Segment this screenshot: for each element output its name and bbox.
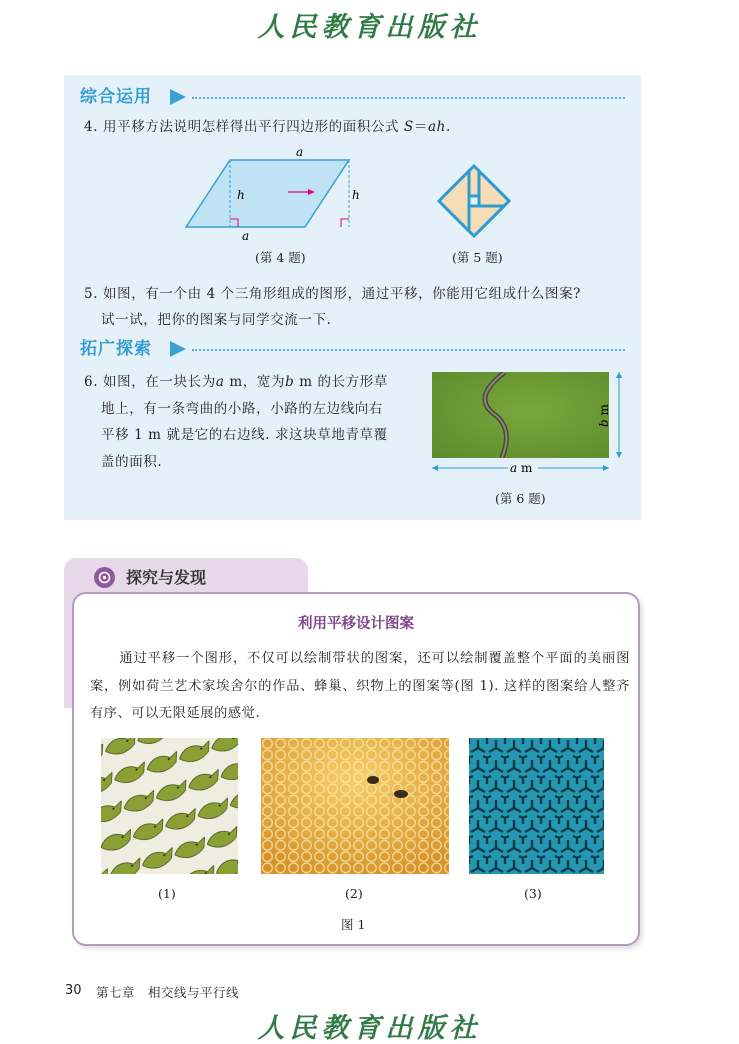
question-text: m，宽为 [224, 374, 286, 390]
publisher-logo-top: 人民教育出版社 [257, 12, 482, 43]
width-label: a m [510, 461, 533, 475]
question-text: 用平移方法说明怎样得出平行四边形的面积公式 [103, 119, 400, 135]
question-text-line4: 盖的面积. [101, 453, 163, 470]
label-top-a: a [296, 147, 304, 159]
caption-figure-5: (第 5 题) [452, 250, 503, 265]
escher-birds-image [101, 738, 238, 874]
publisher-logo-bottom: 人民教育出版社 [257, 1013, 482, 1044]
photo-caption-1: (1) [158, 886, 176, 901]
triangle-arrow-icon [170, 341, 186, 357]
explore-tab-title: 探究与发现 [126, 568, 207, 587]
figure-label: 图 1 [341, 917, 366, 932]
period: . [445, 119, 451, 135]
question-4 [84, 115, 451, 139]
question-5 [84, 282, 581, 306]
dotted-divider [192, 349, 625, 351]
question-5-line2: 试一试，把你的图案与同学交流一下. [101, 312, 332, 328]
triangles-figure [434, 161, 514, 241]
parallelogram-shape [186, 160, 349, 227]
formula-var-s: S [404, 119, 414, 135]
exercise-panel [64, 75, 641, 520]
dimension-marks [430, 367, 630, 477]
bee-icon [367, 776, 379, 784]
question-number: 6. [84, 374, 99, 390]
question-text: m 的长方形草 [294, 374, 388, 390]
question-number: 5. [84, 286, 99, 302]
explore-paragraph [90, 645, 630, 728]
fabric-pattern-image [469, 738, 604, 874]
label-right-h: h [352, 188, 360, 202]
arrow-left-icon [432, 465, 438, 471]
section-title-comprehensive: 综合运用 [80, 87, 152, 107]
photo-caption-2: (2) [345, 886, 363, 901]
var-a: a [215, 374, 225, 390]
explore-icon [94, 567, 115, 588]
label-bottom-a: a [242, 229, 250, 242]
triangle-arrow-icon [170, 89, 186, 105]
formula-equals: ＝ [413, 119, 428, 135]
question-text-line1: 如图，有一个由 4 个三角形组成的图形，通过平移，你能用它组成什么图案? [103, 286, 582, 302]
arrow-up-icon [616, 372, 622, 378]
triangle-left [439, 171, 469, 231]
explore-heading: 利用平移设计图案 [298, 616, 414, 632]
section-title-extension: 拓广探索 [80, 339, 152, 359]
explore-paragraph-text: 通过平移一个图形，不仅可以绘制带状的图案，还可以绘制覆盖整个平面的美丽图案，例如荷兰艺术家埃舍尔的作品、蜂巢、织物上的图案等(图 1). 这样的图案给人整齐有序、可以无限延展的感觉. [90, 651, 630, 721]
question-text-line3: 平移 1 m 就是它的右边线. 求这块草地青草覆 [101, 427, 388, 443]
question-text: 如图，在一块长为 [103, 374, 216, 390]
arrow-down-icon [616, 452, 622, 458]
page-number: 30 [65, 983, 82, 998]
arrow-right-icon [603, 465, 609, 471]
honeycomb-image [261, 738, 449, 874]
question-number: 4. [84, 119, 99, 135]
label-left-h: h [237, 188, 245, 202]
photo-caption-3: (3) [524, 886, 542, 901]
parallelogram-figure [184, 147, 384, 242]
question-6 [84, 369, 388, 475]
section-header-comprehensive [80, 85, 625, 111]
chapter-title: 第七章 相交线与平行线 [96, 985, 240, 1000]
right-angle-mark-right [341, 219, 349, 227]
height-label: b m [597, 404, 611, 427]
section-header-extension [80, 337, 625, 363]
caption-figure-4: (第 4 题) [255, 250, 306, 265]
question-text-line2: 地上，有一条弯曲的小路，小路的左边线向右 [101, 400, 383, 417]
var-b: b [285, 374, 295, 390]
caption-figure-6: (第 6 题) [495, 491, 546, 506]
formula-var-ah: ah [427, 119, 446, 135]
bee-icon [394, 790, 408, 798]
dotted-divider [192, 97, 625, 99]
